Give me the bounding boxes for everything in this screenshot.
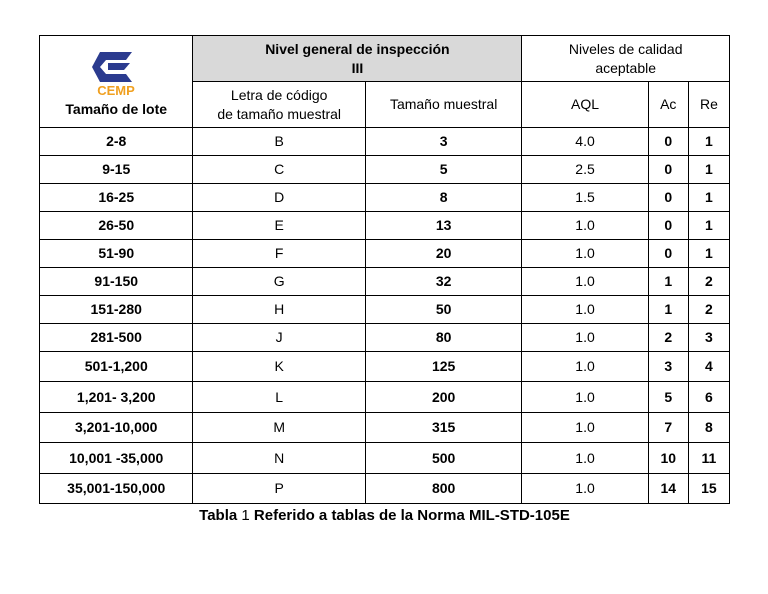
code-letter-cell: E: [193, 212, 365, 240]
table-row: [40, 443, 730, 474]
re-cell: 8: [688, 413, 729, 443]
aql-cell: 1.0: [522, 352, 648, 382]
aql-cell: 2.5: [522, 156, 648, 184]
re-header: Re: [688, 82, 729, 128]
lot-size-cell: 151-280: [40, 296, 193, 324]
caption-number: 1: [241, 507, 250, 524]
lot-size-cell: 2-8: [40, 128, 193, 156]
table-row: [40, 156, 730, 184]
sample-size-cell: 13: [365, 212, 521, 240]
lot-size-cell: 1,201- 3,200: [40, 382, 193, 413]
code-letter-cell: L: [193, 382, 365, 413]
aql-cell: 1.0: [522, 413, 648, 443]
aql-cell: 1.5: [522, 184, 648, 212]
table-caption: [39, 507, 730, 524]
re-cell: 15: [688, 474, 729, 504]
re-cell: 1: [688, 128, 729, 156]
table-row: [40, 240, 730, 268]
aql-cell: 1.0: [522, 268, 648, 296]
code-letter-cell: B: [193, 128, 365, 156]
sample-size-cell: 500: [365, 443, 521, 474]
re-cell: 1: [688, 240, 729, 268]
aql-table: [39, 35, 730, 504]
aql-cell: 1.0: [522, 474, 648, 504]
lot-size-cell: 9-15: [40, 156, 193, 184]
code-letter-line1: Letra de código: [230, 86, 328, 103]
table-row: [40, 352, 730, 382]
lot-size-cell: 3,201-10,000: [40, 413, 193, 443]
aql-cell: 1.0: [522, 296, 648, 324]
lot-size-cell: 51-90: [40, 240, 193, 268]
code-letter-cell: G: [193, 268, 365, 296]
table-row: [40, 413, 730, 443]
ac-cell: 10: [648, 443, 688, 474]
re-cell: 11: [688, 443, 729, 474]
sample-size-cell: 80: [365, 324, 521, 352]
re-cell: 4: [688, 352, 729, 382]
lot-size-cell: 26-50: [40, 212, 193, 240]
ac-cell: 1: [648, 268, 688, 296]
aql-header: AQL: [522, 82, 648, 128]
ac-cell: 0: [648, 184, 688, 212]
ac-cell: 2: [648, 324, 688, 352]
aql-cell: 1.0: [522, 324, 648, 352]
sample-size-cell: 125: [365, 352, 521, 382]
aql-cell: 4.0: [522, 128, 648, 156]
ac-header: Ac: [648, 82, 688, 128]
code-letter-cell: J: [193, 324, 365, 352]
ac-cell: 7: [648, 413, 688, 443]
quality-levels-header: [522, 36, 730, 82]
code-letter-cell: H: [193, 296, 365, 324]
re-cell: 2: [688, 296, 729, 324]
logo-text: CEMP: [97, 83, 135, 98]
ac-cell: 0: [648, 156, 688, 184]
code-letter-cell: M: [193, 413, 365, 443]
code-letter-cell: F: [193, 240, 365, 268]
lot-size-header: Tamaño de lote: [65, 101, 168, 117]
sample-size-cell: 3: [365, 128, 521, 156]
code-letter-cell: C: [193, 156, 365, 184]
table-row: [40, 382, 730, 413]
table-row: [40, 474, 730, 504]
caption-text: Referido a tablas de la Norma MIL-STD-105E: [253, 507, 570, 524]
lot-size-cell: 91-150: [40, 268, 193, 296]
cemp-logo-icon: [86, 48, 146, 98]
table-row: [40, 324, 730, 352]
sample-size-cell: 20: [365, 240, 521, 268]
re-cell: 1: [688, 156, 729, 184]
sample-size-cell: 315: [365, 413, 521, 443]
code-letter-line2: de tamaño muestral: [217, 105, 342, 122]
caption-prefix: Tabla: [199, 507, 238, 524]
lot-size-cell: 501-1,200: [40, 352, 193, 382]
table-row: [40, 268, 730, 296]
code-letter-header: [193, 82, 365, 128]
re-cell: 3: [688, 324, 729, 352]
ac-cell: 5: [648, 382, 688, 413]
quality-levels-line1: Niveles de calidad: [568, 40, 683, 57]
re-cell: 2: [688, 268, 729, 296]
re-cell: 1: [688, 212, 729, 240]
sample-size-cell: 50: [365, 296, 521, 324]
ac-cell: 0: [648, 240, 688, 268]
re-cell: 6: [688, 382, 729, 413]
code-letter-cell: D: [193, 184, 365, 212]
table-body: [40, 128, 730, 504]
sample-size-cell: 200: [365, 382, 521, 413]
lot-size-cell: 10,001 -35,000: [40, 443, 193, 474]
table-row: [40, 128, 730, 156]
quality-levels-line2: aceptable: [595, 59, 657, 76]
code-letter-cell: P: [193, 474, 365, 504]
code-letter-cell: K: [193, 352, 365, 382]
re-cell: 1: [688, 184, 729, 212]
aql-cell: 1.0: [522, 212, 648, 240]
ac-cell: 1: [648, 296, 688, 324]
sample-size-cell: 32: [365, 268, 521, 296]
ac-cell: 0: [648, 212, 688, 240]
ac-cell: 3: [648, 352, 688, 382]
sample-size-cell: 800: [365, 474, 521, 504]
lot-size-header-cell: [40, 36, 193, 128]
lot-size-cell: 35,001-150,000: [40, 474, 193, 504]
aql-cell: 1.0: [522, 382, 648, 413]
aql-cell: 1.0: [522, 443, 648, 474]
aql-cell: 1.0: [522, 240, 648, 268]
sample-size-cell: 5: [365, 156, 521, 184]
general-level-value: III: [351, 59, 364, 76]
lot-size-cell: 281-500: [40, 324, 193, 352]
table-row: [40, 212, 730, 240]
general-level-header: [193, 36, 522, 82]
code-letter-cell: N: [193, 443, 365, 474]
table-row: [40, 184, 730, 212]
ac-cell: 14: [648, 474, 688, 504]
sample-size-header: Tamaño muestral: [365, 82, 521, 128]
table-row: [40, 296, 730, 324]
document: [39, 35, 731, 524]
general-level-title: Nivel general de inspección: [265, 40, 450, 57]
ac-cell: 0: [648, 128, 688, 156]
lot-size-cell: 16-25: [40, 184, 193, 212]
sample-size-cell: 8: [365, 184, 521, 212]
